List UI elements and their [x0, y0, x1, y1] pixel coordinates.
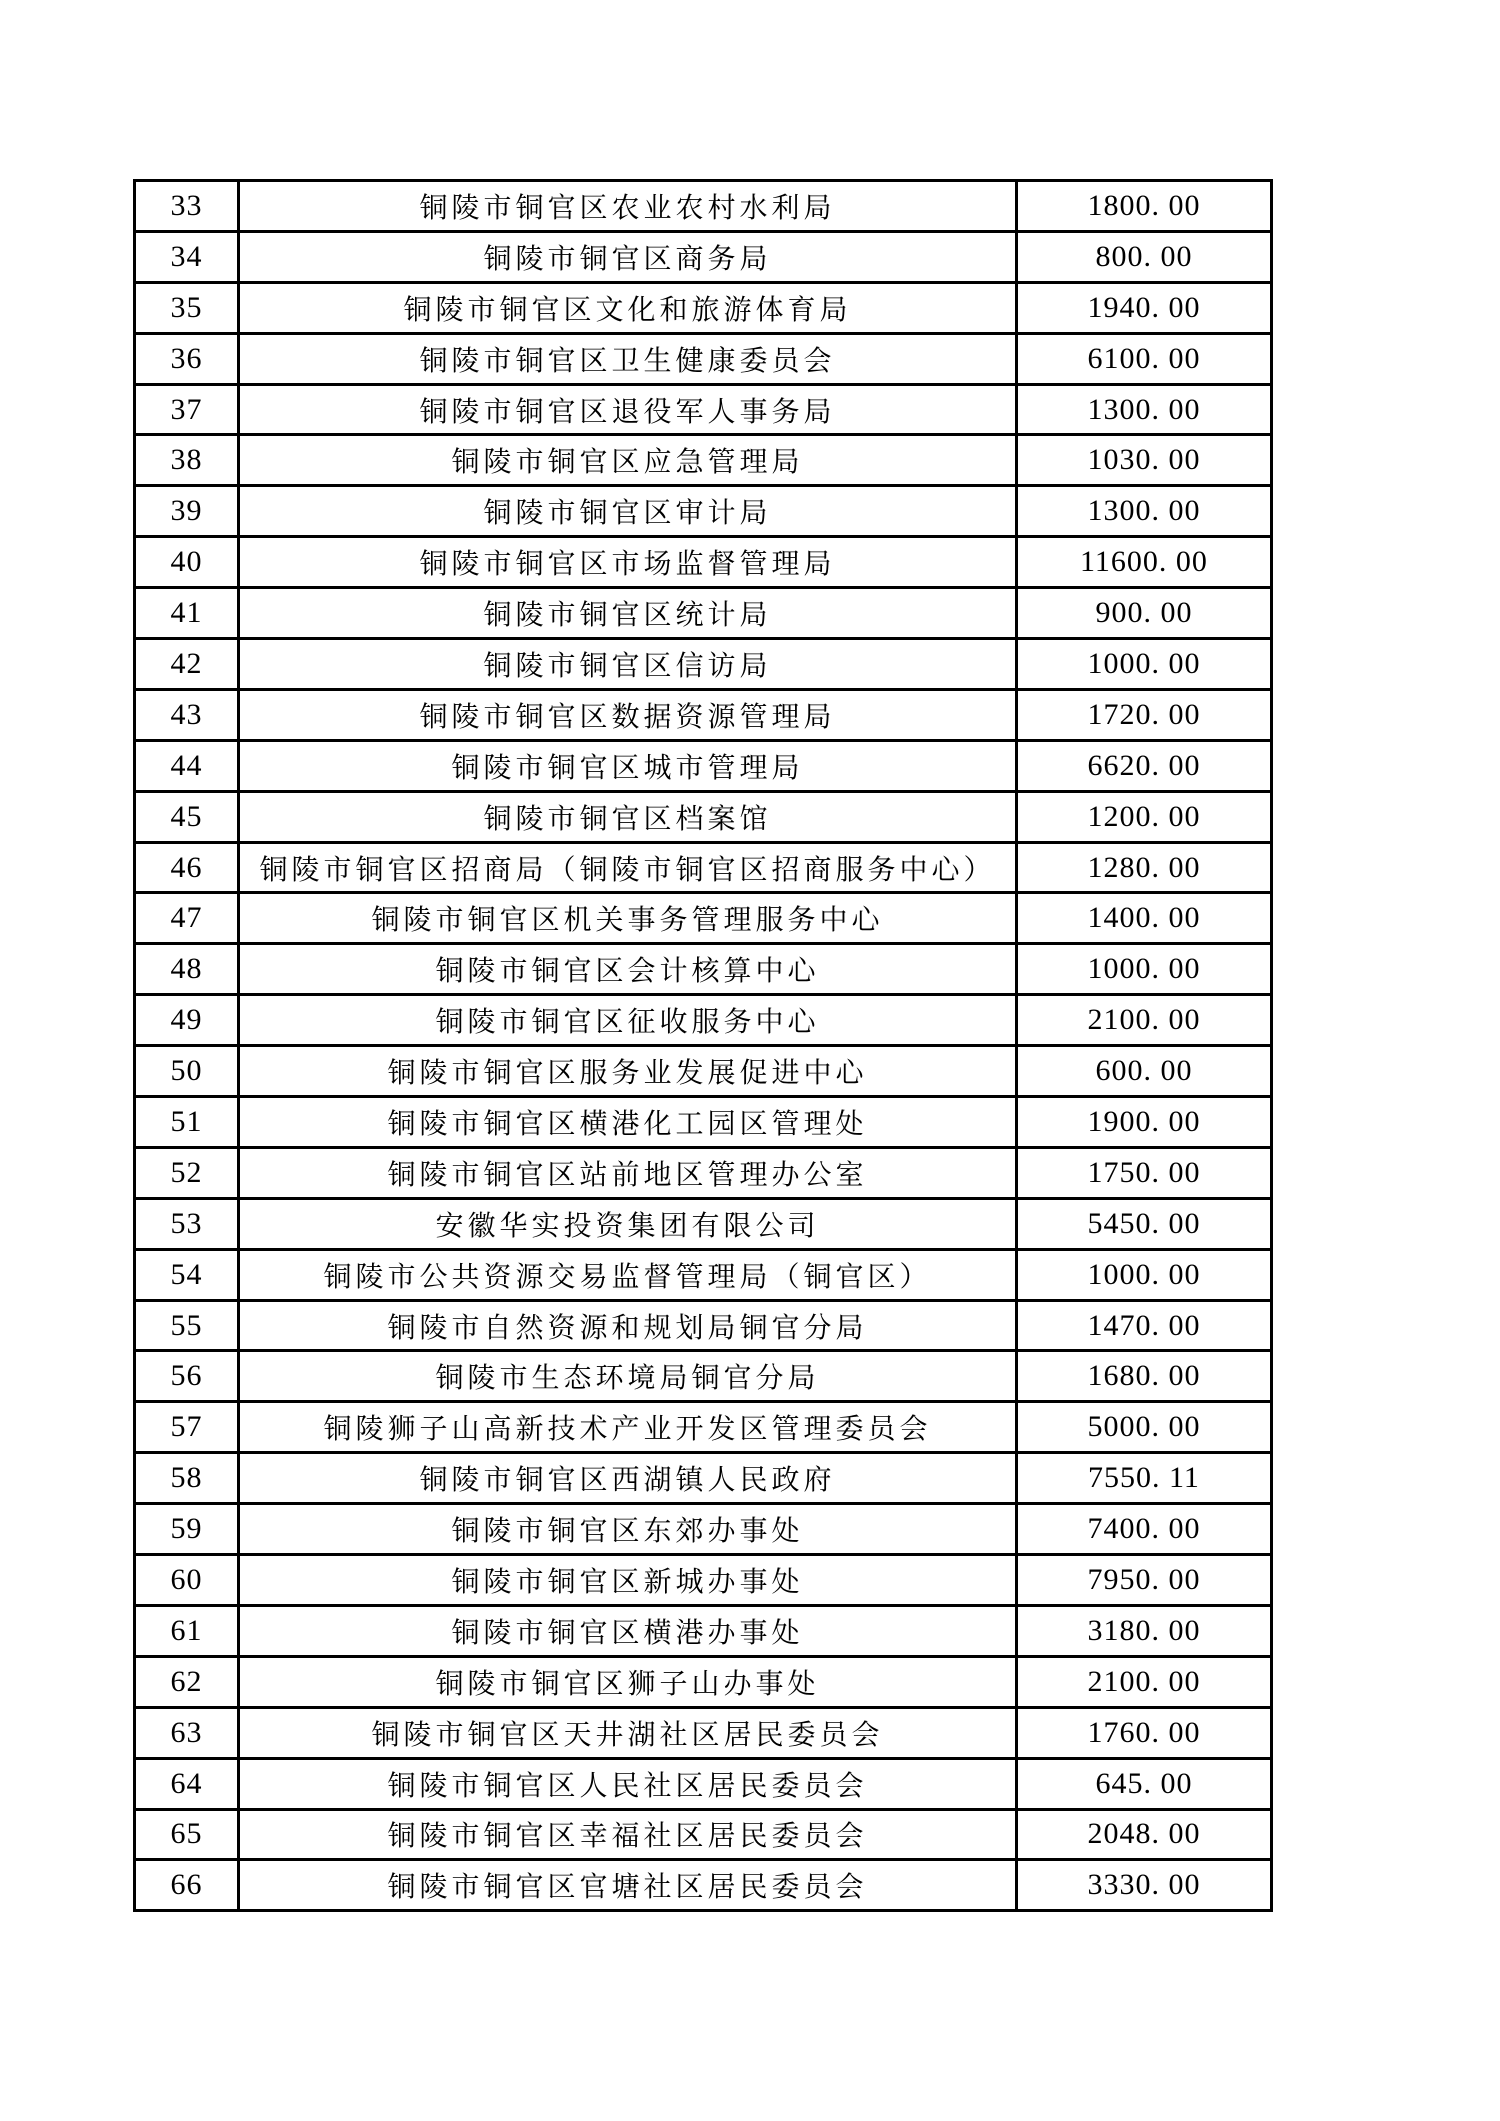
table-row [135, 995, 1272, 1046]
row-number-cell: 63 [135, 1707, 239, 1758]
table-row [135, 1555, 1272, 1606]
amount-cell: 1470. 00 [1017, 1300, 1272, 1351]
row-number-cell: 61 [135, 1605, 239, 1656]
row-number-cell: 53 [135, 1198, 239, 1249]
table-row [135, 842, 1272, 893]
table-row [135, 384, 1272, 435]
org-name-cell: 铜陵市铜官区官塘社区居民委员会 [239, 1860, 1017, 1911]
row-number-cell: 37 [135, 384, 239, 435]
row-number-cell: 64 [135, 1758, 239, 1809]
table-row [135, 1300, 1272, 1351]
table-row [135, 486, 1272, 537]
amount-cell: 1900. 00 [1017, 1097, 1272, 1148]
amount-cell: 645. 00 [1017, 1758, 1272, 1809]
org-name-cell: 铜陵市铜官区招商局（铜陵市铜官区招商服务中心） [239, 842, 1017, 893]
amount-cell: 1720. 00 [1017, 689, 1272, 740]
org-name-cell: 铜陵市铜官区应急管理局 [239, 435, 1017, 486]
org-name-cell: 铜陵市铜官区档案馆 [239, 791, 1017, 842]
table-row [135, 588, 1272, 639]
org-name-cell: 铜陵市铜官区横港办事处 [239, 1605, 1017, 1656]
org-name-cell: 铜陵市铜官区人民社区居民委员会 [239, 1758, 1017, 1809]
budget-table-body [135, 181, 1272, 1911]
table-row [135, 944, 1272, 995]
table-row [135, 1707, 1272, 1758]
amount-cell: 800. 00 [1017, 231, 1272, 282]
org-name-cell: 铜陵市铜官区信访局 [239, 639, 1017, 690]
row-number-cell: 56 [135, 1351, 239, 1402]
table-row [135, 1351, 1272, 1402]
table-row [135, 1860, 1272, 1911]
org-name-cell: 铜陵市铜官区幸福社区居民委员会 [239, 1809, 1017, 1860]
org-name-cell: 铜陵市铜官区新城办事处 [239, 1555, 1017, 1606]
org-name-cell: 铜陵市自然资源和规划局铜官分局 [239, 1300, 1017, 1351]
amount-cell: 5000. 00 [1017, 1402, 1272, 1453]
amount-cell: 7550. 11 [1017, 1453, 1272, 1504]
row-number-cell: 41 [135, 588, 239, 639]
org-name-cell: 铜陵市铜官区东郊办事处 [239, 1504, 1017, 1555]
table-row [135, 231, 1272, 282]
amount-cell: 900. 00 [1017, 588, 1272, 639]
org-name-cell: 铜陵市铜官区狮子山办事处 [239, 1656, 1017, 1707]
amount-cell: 5450. 00 [1017, 1198, 1272, 1249]
amount-cell: 1750. 00 [1017, 1147, 1272, 1198]
table-row [135, 537, 1272, 588]
table-row [135, 791, 1272, 842]
row-number-cell: 49 [135, 995, 239, 1046]
row-number-cell: 66 [135, 1860, 239, 1911]
amount-cell: 1280. 00 [1017, 842, 1272, 893]
org-name-cell: 铜陵市铜官区会计核算中心 [239, 944, 1017, 995]
row-number-cell: 47 [135, 893, 239, 944]
row-number-cell: 33 [135, 181, 239, 232]
table-row [135, 1453, 1272, 1504]
amount-cell: 3180. 00 [1017, 1605, 1272, 1656]
row-number-cell: 50 [135, 1046, 239, 1097]
row-number-cell: 35 [135, 282, 239, 333]
org-name-cell: 铜陵市铜官区市场监督管理局 [239, 537, 1017, 588]
table-row [135, 740, 1272, 791]
row-number-cell: 65 [135, 1809, 239, 1860]
row-number-cell: 44 [135, 740, 239, 791]
table-row [135, 333, 1272, 384]
org-name-cell: 铜陵市铜官区站前地区管理办公室 [239, 1147, 1017, 1198]
org-name-cell: 铜陵狮子山高新技术产业开发区管理委员会 [239, 1402, 1017, 1453]
row-number-cell: 45 [135, 791, 239, 842]
row-number-cell: 55 [135, 1300, 239, 1351]
table-row [135, 1046, 1272, 1097]
amount-cell: 6620. 00 [1017, 740, 1272, 791]
amount-cell: 1760. 00 [1017, 1707, 1272, 1758]
amount-cell: 1300. 00 [1017, 486, 1272, 537]
row-number-cell: 48 [135, 944, 239, 995]
row-number-cell: 58 [135, 1453, 239, 1504]
amount-cell: 600. 00 [1017, 1046, 1272, 1097]
amount-cell: 2100. 00 [1017, 1656, 1272, 1707]
row-number-cell: 38 [135, 435, 239, 486]
org-name-cell: 铜陵市公共资源交易监督管理局（铜官区） [239, 1249, 1017, 1300]
row-number-cell: 54 [135, 1249, 239, 1300]
org-name-cell: 铜陵市铜官区退役军人事务局 [239, 384, 1017, 435]
amount-cell: 11600. 00 [1017, 537, 1272, 588]
org-name-cell: 铜陵市铜官区机关事务管理服务中心 [239, 893, 1017, 944]
table-row [135, 689, 1272, 740]
row-number-cell: 59 [135, 1504, 239, 1555]
table-row [135, 1504, 1272, 1555]
org-name-cell: 铜陵市铜官区西湖镇人民政府 [239, 1453, 1017, 1504]
amount-cell: 7400. 00 [1017, 1504, 1272, 1555]
budget-table [133, 179, 1273, 1912]
table-row [135, 1147, 1272, 1198]
org-name-cell: 铜陵市铜官区数据资源管理局 [239, 689, 1017, 740]
amount-cell: 2100. 00 [1017, 995, 1272, 1046]
table-row [135, 1809, 1272, 1860]
org-name-cell: 铜陵市铜官区统计局 [239, 588, 1017, 639]
table-row [135, 1198, 1272, 1249]
amount-cell: 1000. 00 [1017, 1249, 1272, 1300]
table-row [135, 1402, 1272, 1453]
org-name-cell: 铜陵市铜官区卫生健康委员会 [239, 333, 1017, 384]
row-number-cell: 43 [135, 689, 239, 740]
org-name-cell: 铜陵市铜官区审计局 [239, 486, 1017, 537]
row-number-cell: 34 [135, 231, 239, 282]
amount-cell: 1200. 00 [1017, 791, 1272, 842]
org-name-cell: 铜陵市铜官区农业农村水利局 [239, 181, 1017, 232]
row-number-cell: 62 [135, 1656, 239, 1707]
table-row [135, 435, 1272, 486]
row-number-cell: 52 [135, 1147, 239, 1198]
org-name-cell: 铜陵市铜官区城市管理局 [239, 740, 1017, 791]
table-row [135, 1249, 1272, 1300]
amount-cell: 1030. 00 [1017, 435, 1272, 486]
amount-cell: 2048. 00 [1017, 1809, 1272, 1860]
org-name-cell: 铜陵市生态环境局铜官分局 [239, 1351, 1017, 1402]
org-name-cell: 铜陵市铜官区服务业发展促进中心 [239, 1046, 1017, 1097]
amount-cell: 1800. 00 [1017, 181, 1272, 232]
amount-cell: 3330. 00 [1017, 1860, 1272, 1911]
row-number-cell: 60 [135, 1555, 239, 1606]
table-row [135, 1758, 1272, 1809]
amount-cell: 7950. 00 [1017, 1555, 1272, 1606]
table-row [135, 1097, 1272, 1148]
org-name-cell: 安徽华实投资集团有限公司 [239, 1198, 1017, 1249]
amount-cell: 1400. 00 [1017, 893, 1272, 944]
org-name-cell: 铜陵市铜官区征收服务中心 [239, 995, 1017, 1046]
row-number-cell: 39 [135, 486, 239, 537]
org-name-cell: 铜陵市铜官区横港化工园区管理处 [239, 1097, 1017, 1148]
row-number-cell: 57 [135, 1402, 239, 1453]
table-row [135, 1605, 1272, 1656]
row-number-cell: 36 [135, 333, 239, 384]
amount-cell: 1000. 00 [1017, 639, 1272, 690]
amount-cell: 1300. 00 [1017, 384, 1272, 435]
row-number-cell: 40 [135, 537, 239, 588]
table-row [135, 282, 1272, 333]
table-row [135, 893, 1272, 944]
row-number-cell: 42 [135, 639, 239, 690]
org-name-cell: 铜陵市铜官区文化和旅游体育局 [239, 282, 1017, 333]
table-row [135, 639, 1272, 690]
row-number-cell: 51 [135, 1097, 239, 1148]
table-row [135, 1656, 1272, 1707]
org-name-cell: 铜陵市铜官区天井湖社区居民委员会 [239, 1707, 1017, 1758]
table-row [135, 181, 1272, 232]
amount-cell: 1000. 00 [1017, 944, 1272, 995]
amount-cell: 1940. 00 [1017, 282, 1272, 333]
org-name-cell: 铜陵市铜官区商务局 [239, 231, 1017, 282]
amount-cell: 6100. 00 [1017, 333, 1272, 384]
amount-cell: 1680. 00 [1017, 1351, 1272, 1402]
row-number-cell: 46 [135, 842, 239, 893]
